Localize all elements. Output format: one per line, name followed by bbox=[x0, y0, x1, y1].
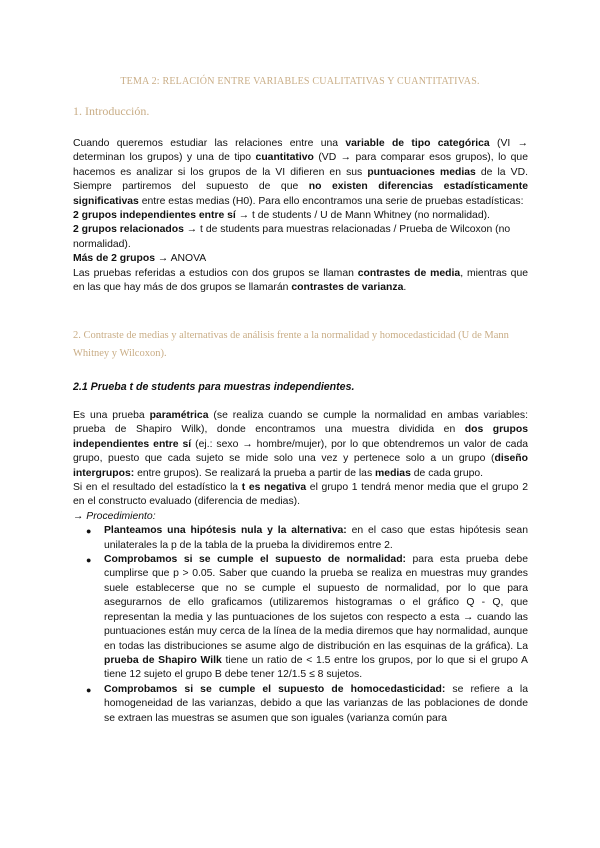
bullet-icon: ● bbox=[86, 526, 92, 537]
bullet-icon: ● bbox=[86, 555, 92, 566]
t-test-paragraph: Es una prueba paramétrica (se realiza cuando se cumple la normalidad en ambas variables: prueba de Shapiro Wilk), donde encontramos una muestra dividida en dos grupos independientes entre sí (ej.: sexo → hombre/mujer), por lo que obtendremos un valor de cada grupo, puesto que cada sujeto se mide solo una vez y pertenece solo a un grupo (diseño intergrupos: entre grupos). Se realizará la prueba a partir de las medias de cada grupo. bbox=[73, 410, 529, 479]
section-1-heading: 1. Introducción. bbox=[73, 104, 150, 118]
contrasts-paragraph: Las pruebas referidas a estudios con dos grupos se llaman contrastes de media, mientras que en las que hay más de dos grupos se llamarán contrastes de varianza. bbox=[73, 267, 529, 294]
line-independent-groups: 2 grupos independientes entre sí → t de students / U de Mann Whitney (no normalidad). bbox=[73, 210, 490, 222]
line-more-groups: Más de 2 grupos → ANOVA bbox=[73, 253, 207, 265]
line-related-groups: 2 grupos relacionados → t de students para muestras relacionadas / Prueba de Wilcoxon (no normalidad). bbox=[73, 224, 511, 250]
intro-block bbox=[73, 137, 528, 295]
intro-paragraph: Cuando queremos estudiar las relaciones entre una variable de tipo categórica (VI → determinan los grupos) y una de tipo cuantitativo (VD → para comparar esos grupos), lo que hacemos es analizar si los grupos de la VI difieren en sus puntuaciones medias de la VD. Siempre partiremos del supuesto de que no existen diferencias estadísticamente significativas entre estas medias (H0). Para ello encontramos una serie de pruebas estadísticas: bbox=[73, 138, 528, 207]
list-item: ● Comprobamos si se cumple el supuesto de normalidad: para esta prueba debe cumplirse que p > 0.05. Saber que cuando la prueba se realiza en muestras muy grandes suele establecerse que no se cumple el supuesto de normalidad, por lo que para asegurarnos de ello graficamos (utilizaremos histogramas o el gráfico Q - Q, que representan la media y las puntuaciones de los sujetos con respecto a esta → cuando las puntuaciones están muy cerca de la línea de la media diremos que hay normalidad, aunque en todas las distribuciones se asume algo de distribución en las esquinas de la gráfica). La prueba de Shapiro Wilk tiene un ratio de < 1.5 entre los grupos, por lo que si el grupo A tiene 12 sujeto el grupo B debe tener 12/1.5 ≤ 8 sujetos. bbox=[86, 554, 528, 681]
negative-t-paragraph: Si en el resultado del estadístico la t es negativa el grupo 1 tendrá menor media que el grupo 2 en el constructo evaluado (diferencia de medias). bbox=[73, 482, 528, 508]
list-item: ● Planteamos una hipótesis nula y la alternativa: en el caso que estas hipótesis sean unilaterales la p de la tabla de la prueba la dividiremos entre 2. bbox=[86, 525, 528, 551]
section-2-body bbox=[73, 409, 528, 726]
subsection-2-1-heading: 2.1 Prueba t de students para muestras independientes. bbox=[73, 381, 355, 393]
list-item: ● Comprobamos si se cumple el supuesto de homocedasticidad: se refiere a la homogeneidad de las varianzas, debido a que las varianzas de las poblaciones de donde se extraen las muestras se asumen que son iguales (varianza común para bbox=[86, 683, 528, 724]
document-title: TEMA 2: RELACIÓN ENTRE VARIABLES CUALITATIVAS Y CUANTITATIVAS. bbox=[120, 76, 480, 87]
bullet-icon: ● bbox=[86, 684, 92, 695]
section-2-heading: 2. Contraste de medias y alternativas de análisis frente a la normalidad y homocedasticidad (U de Mann Whitney y Wilcoxon). bbox=[73, 330, 509, 359]
procedure-list bbox=[73, 524, 528, 726]
procedure-label: → Procedimiento: bbox=[73, 510, 156, 522]
